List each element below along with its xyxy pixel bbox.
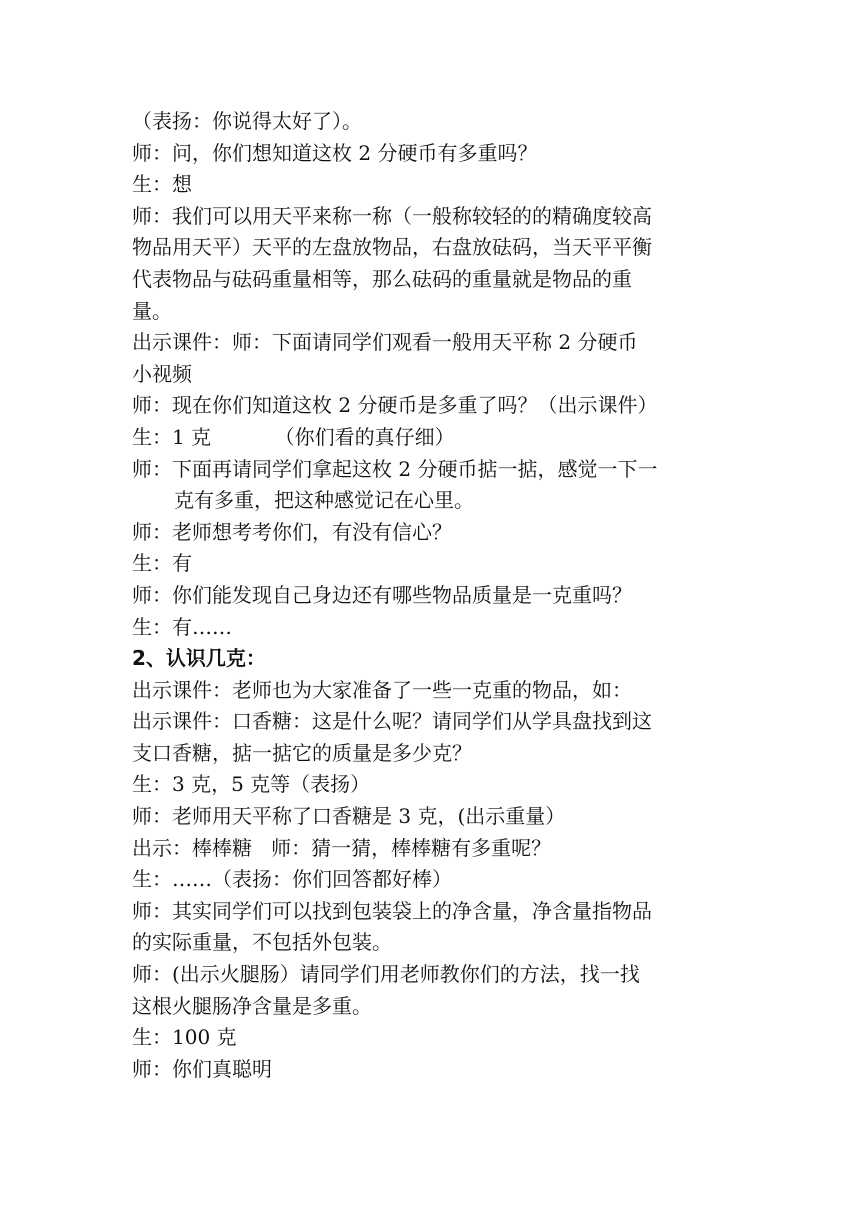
text-line: 出示课件：老师也为大家准备了一些一克重的物品，如： (132, 677, 632, 702)
text-line: 生：100 克 (132, 1025, 237, 1050)
section-heading: 2、认识几克： (132, 646, 266, 671)
text-line: 代表物品与砝码重量相等，那么砝码的重量就是物品的重 (132, 266, 632, 291)
text-line: 师：你们真聪明 (132, 1056, 272, 1081)
text-line: 这根火腿肠净含量是多重。 (132, 993, 372, 1018)
text-line: 师：下面再请同学们拿起这枚 2 分硬币掂一掂，感觉一下一 (132, 456, 658, 481)
text-line: 师：老师用天平称了口香糖是 3 克，(出示重量） (132, 804, 566, 829)
text-line: 师：老师想考考你们，有没有信心？ (132, 519, 452, 544)
text-line: 师：(出示火腿肠）请同学们用老师教你们的方法，找一找 (132, 962, 640, 987)
text-line: 师：我们可以用天平来称一称（一般称较轻的的精确度较高 (132, 203, 652, 228)
text-line: 克有多重，把这种感觉记在心里。 (174, 488, 474, 513)
text-line: 支口香糖，掂一掂它的质量是多少克？ (132, 740, 472, 765)
text-line: 出示课件：口香糖：这是什么呢？请同学们从学具盘找到这 (132, 709, 652, 734)
text-line: 生：3 克，5 克等（表扬） (132, 772, 371, 797)
document-body (132, 106, 732, 1085)
text-line: 生：有…… (132, 614, 232, 639)
text-line: 生：1 克 （你们看的真仔细） (132, 424, 455, 449)
text-line: 师：现在你们知道这枚 2 分硬币是多重了吗？（出示课件） (132, 393, 658, 418)
text-line: 出示：棒棒糖 师：猜一猜，棒棒糖有多重呢？ (132, 835, 552, 860)
text-line: 小视频 (132, 361, 192, 386)
text-line: 出示课件：师：下面请同学们观看一般用天平称 2 分硬币 (132, 330, 638, 355)
text-line: 物品用天平）天平的左盘放物品，右盘放砝码，当天平平衡 (132, 235, 652, 260)
text-line: 师：你们能发现自己身边还有哪些物品质量是一克重吗？ (132, 582, 632, 607)
text-line: 量。 (132, 298, 172, 323)
text-line: （表扬：你说得太好了）。 (132, 109, 362, 133)
text-line: 的实际重量，不包括外包装。 (132, 930, 392, 955)
text-line: 师：问，你们想知道这枚 2 分硬币有多重吗？ (132, 140, 538, 165)
text-line: 生：想 (132, 172, 192, 197)
text-line: 生：……（表扬：你们回答都好棒） (132, 867, 452, 892)
text-line: 师：其实同学们可以找到包装袋上的净含量，净含量指物品 (132, 898, 652, 923)
text-line: 生：有 (132, 551, 192, 576)
